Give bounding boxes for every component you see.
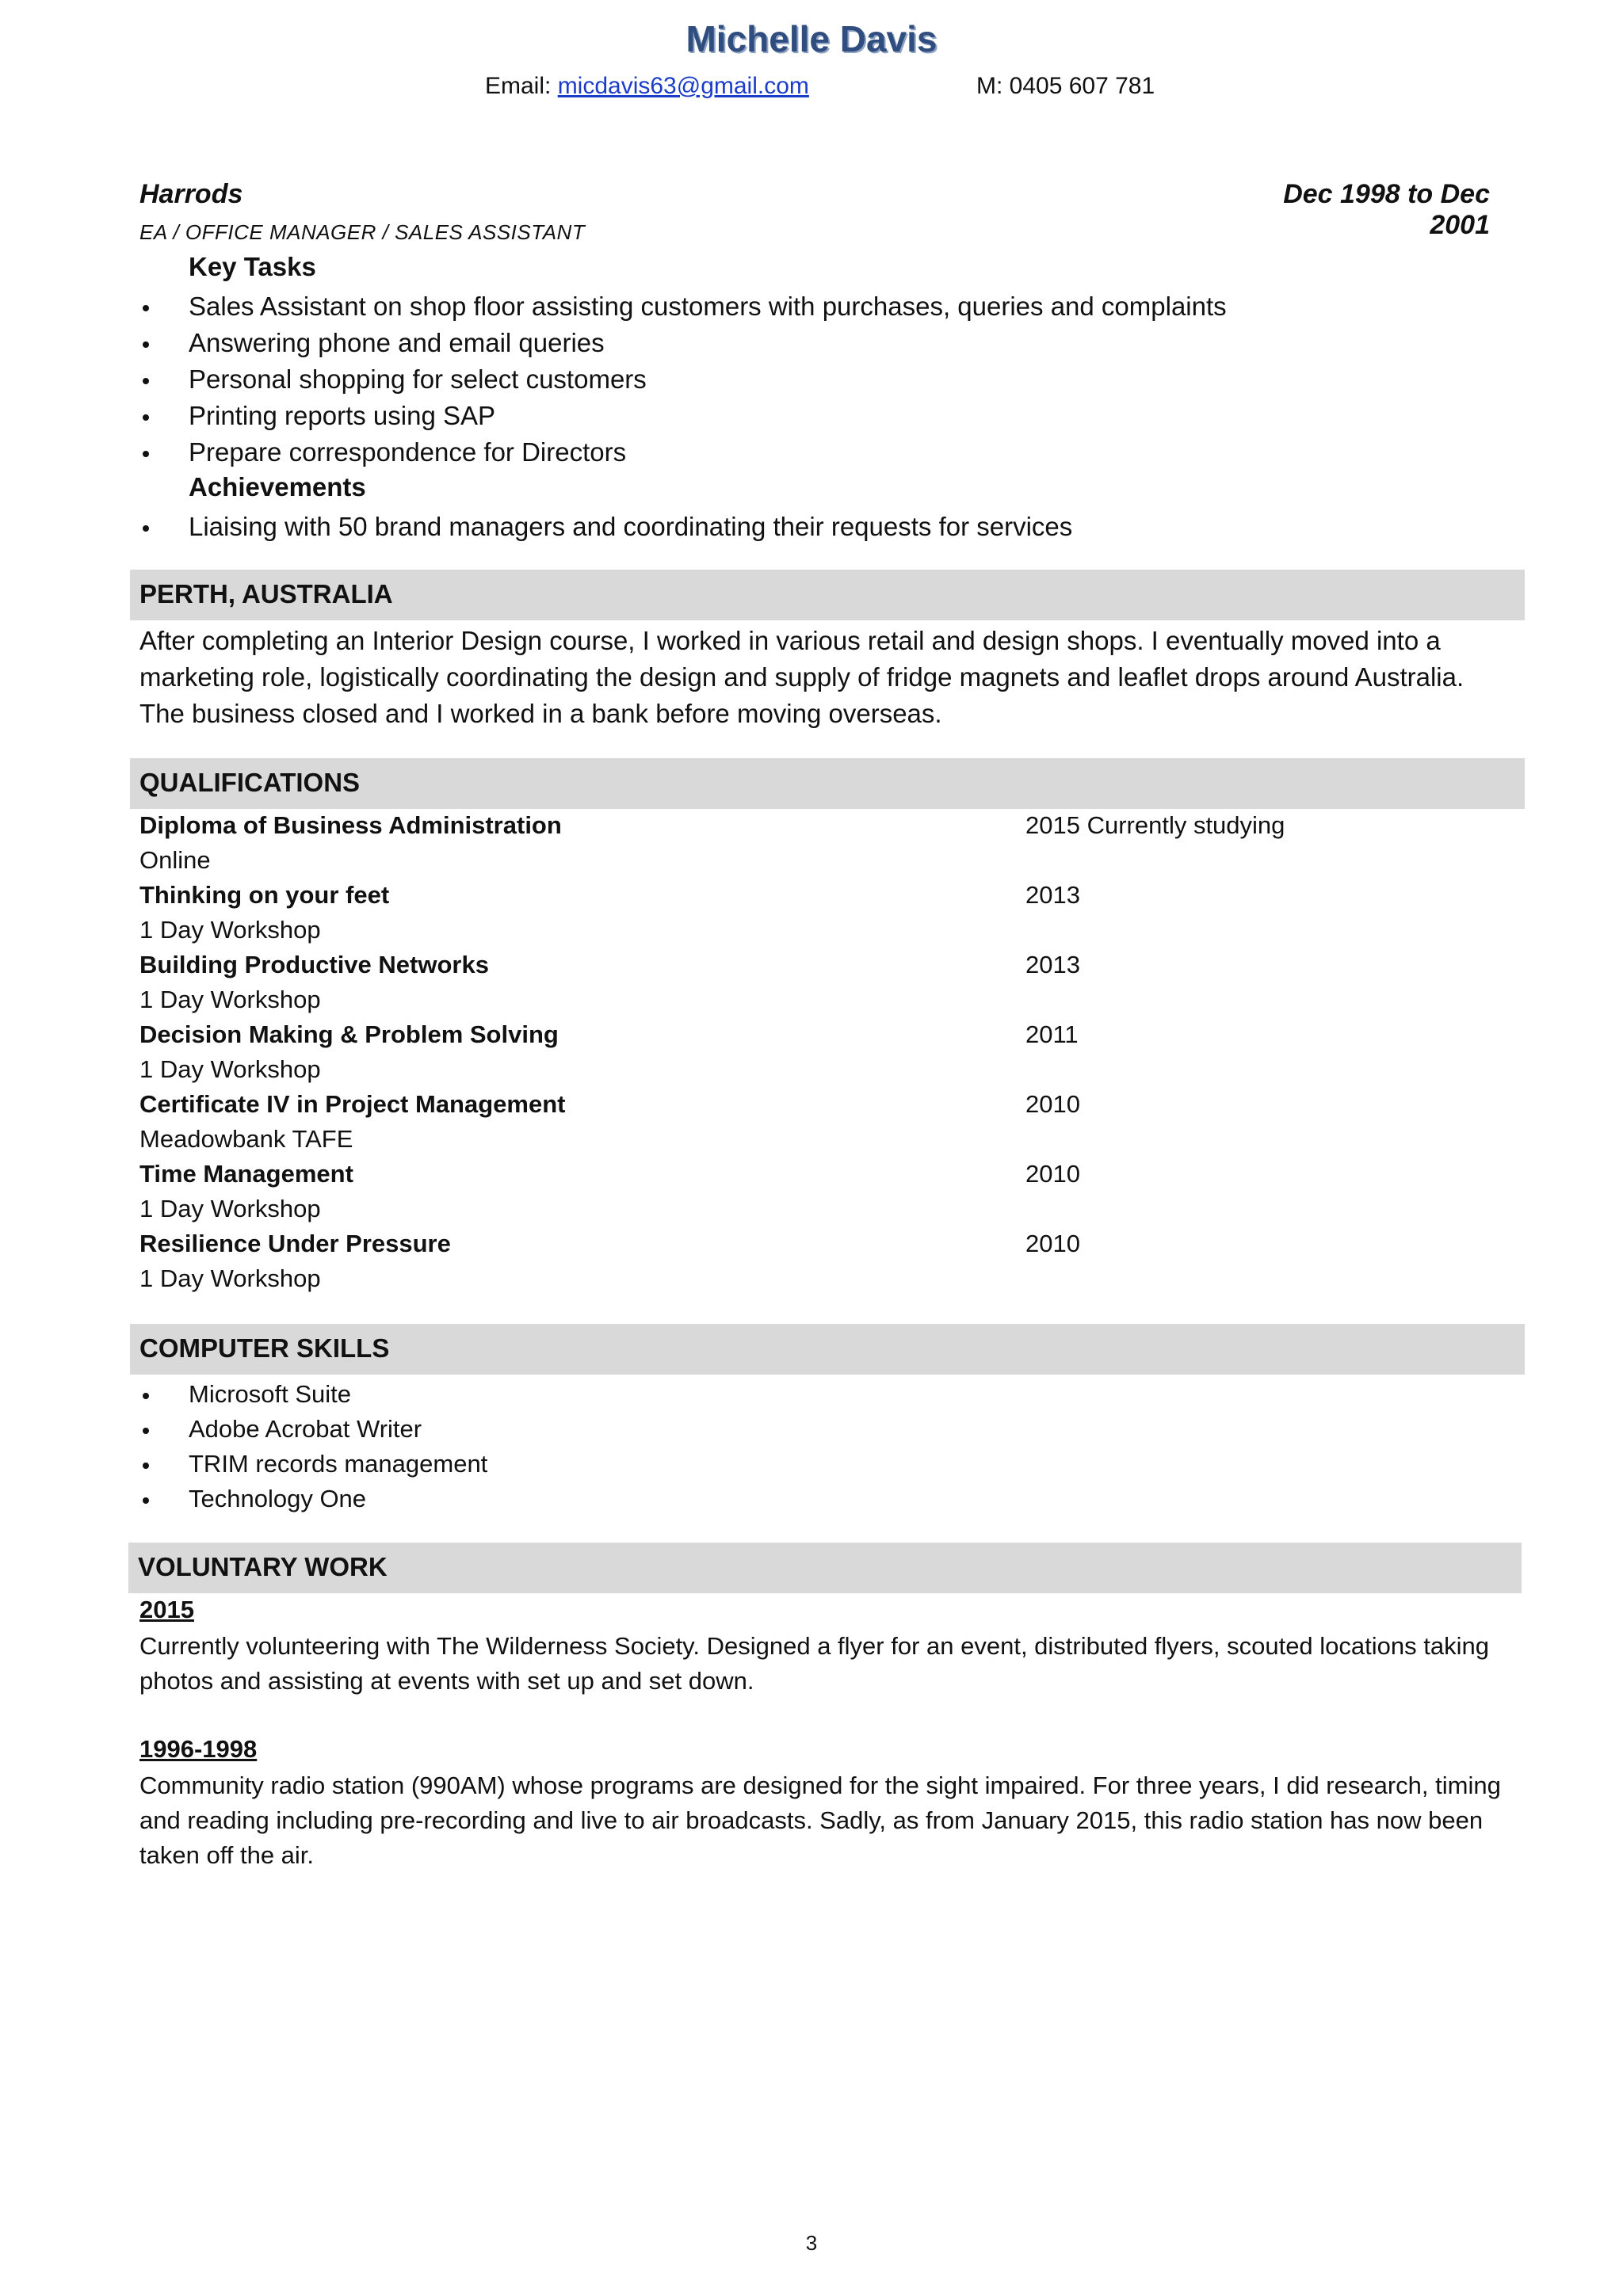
section-heading: QUALIFICATIONS — [139, 768, 361, 797]
voluntary-description: Currently volunteering with The Wilderness Society. Designed a flyer for an event, distributed flyers, scouted locations taking photos and assisting at events with set up and set down. — [139, 1632, 1489, 1695]
qualification-name: Building Productive Networks — [139, 951, 489, 978]
list-item: Liaising with 50 brand managers and coordinating their requests for services — [139, 509, 1072, 545]
qualification-year: 2015 Currently studying — [1025, 811, 1285, 839]
job-title: EA / OFFICE MANAGER / SALES ASSISTANT — [139, 220, 586, 244]
qualification-name: Certificate IV in Project Management — [139, 1090, 566, 1118]
job-dates: Dec 1998 to Dec 2001 — [1283, 179, 1490, 240]
qualification-year: 2013 — [1025, 881, 1080, 909]
qualification-detail: 1 Day Workshop — [139, 1264, 321, 1292]
list-item: Microsoft Suite — [139, 1377, 487, 1412]
list-item: Adobe Acrobat Writer — [139, 1412, 487, 1447]
qualification-year: 2011 — [1025, 1020, 1079, 1048]
list-item: Printing reports using SAP — [139, 398, 1227, 434]
section-heading: PERTH, AUSTRALIA — [139, 579, 393, 608]
computer-skills-list — [139, 1377, 487, 1516]
achievements-heading: Achievements — [189, 472, 366, 502]
qualification-name: Time Management — [139, 1160, 353, 1188]
voluntary-year: 1996-1998 — [139, 1735, 258, 1763]
section-bar-computer-skills — [130, 1324, 1525, 1375]
candidate-name: Michelle Davis — [685, 18, 938, 59]
qualification-name: Diploma of Business Administration — [139, 811, 562, 839]
section-heading: COMPUTER SKILLS — [139, 1333, 390, 1363]
section-heading: VOLUNTARY WORK — [138, 1552, 388, 1581]
qualification-name: Resilience Under Pressure — [139, 1230, 451, 1257]
qualification-year: 2013 — [1025, 951, 1080, 978]
section-bar-qualifications — [130, 758, 1525, 809]
list-item: Personal shopping for select customers — [139, 361, 1227, 398]
list-item: Technology One — [139, 1482, 487, 1516]
list-item: Answering phone and email queries — [139, 325, 1227, 361]
section-bar-voluntary-work — [128, 1543, 1522, 1593]
qualification-name: Decision Making & Problem Solving — [139, 1020, 559, 1048]
qualification-detail: 1 Day Workshop — [139, 1195, 321, 1222]
qualification-detail: Online — [139, 846, 211, 874]
email-contact — [485, 73, 809, 100]
achievements-list — [139, 509, 1072, 545]
job-employer: Harrods — [139, 179, 243, 209]
qualification-name: Thinking on your feet — [139, 881, 390, 909]
qualification-detail: 1 Day Workshop — [139, 916, 321, 944]
list-item: Prepare correspondence for Directors — [139, 434, 1227, 471]
key-tasks-heading: Key Tasks — [189, 252, 316, 281]
key-tasks-list — [139, 288, 1227, 471]
voluntary-description: Community radio station (990AM) whose programs are designed for the sight impaired. For three years, I did research, timing and reading including pre-recording and live to air broadcasts. Sadly, as from January 2015, this radio station has now been taken off the air. — [139, 1772, 1501, 1869]
voluntary-year: 2015 — [139, 1596, 194, 1623]
section-bar-perth — [130, 570, 1525, 620]
qualification-year: 2010 — [1025, 1160, 1080, 1188]
page-number: 3 — [805, 2231, 818, 2255]
qualification-year: 2010 — [1025, 1090, 1080, 1118]
email-label: Email: — [485, 73, 558, 99]
qualification-detail: 1 Day Workshop — [139, 986, 321, 1013]
mobile-number: M: 0405 607 781 — [976, 73, 1155, 99]
qualification-detail: Meadowbank TAFE — [139, 1125, 353, 1153]
list-item: TRIM records management — [139, 1447, 487, 1482]
qualification-detail: 1 Day Workshop — [139, 1055, 321, 1083]
email-link[interactable]: micdavis63@gmail.com — [557, 73, 809, 99]
list-item: Sales Assistant on shop floor assisting customers with purchases, queries and complaints — [139, 288, 1227, 325]
perth-paragraph: After completing an Interior Design course, I worked in various retail and design shops. I eventually moved into a marketing role, logistically coordinating the design and supply of fridge magnets and leaflet drops around Australia. The business closed and I worked in a bank before moving overseas. — [139, 626, 1465, 728]
qualification-year: 2010 — [1025, 1230, 1080, 1257]
